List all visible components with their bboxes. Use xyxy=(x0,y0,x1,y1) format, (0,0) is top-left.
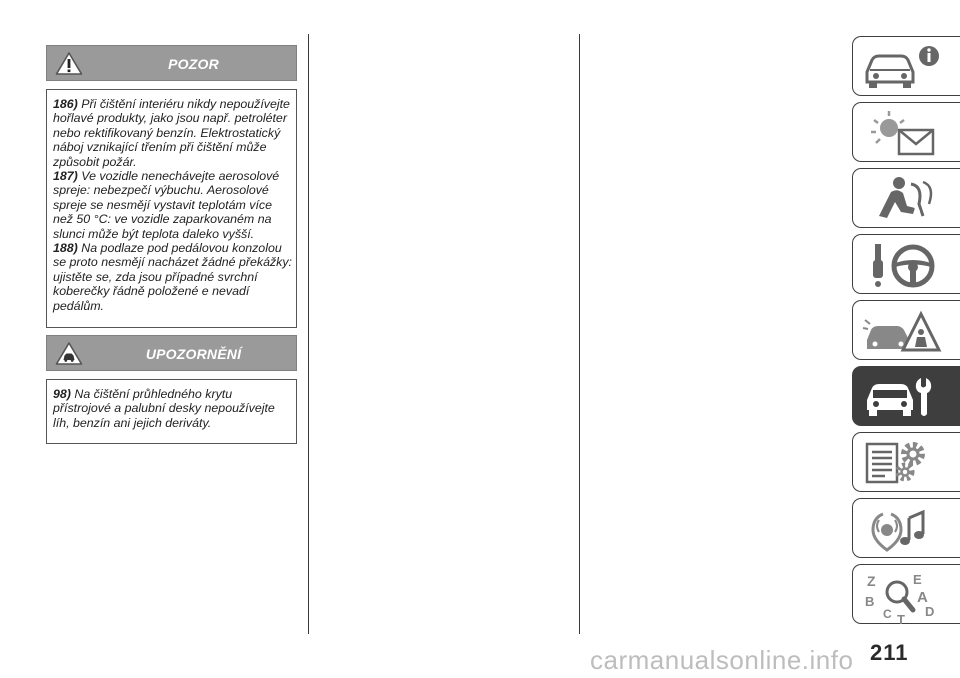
car-info-icon xyxy=(861,42,953,92)
warning-item: 186) Při čištění interiéru nikdy nepoužívejte hořlavé produkty, jako jsou např. petroléter nebo rektifikovaný benzín. Elektrostatický náboj vznikající třením při čištění může způsobit požár. xyxy=(53,97,290,169)
key-steering-wheel-icon xyxy=(861,240,953,290)
index-letter: A xyxy=(917,589,928,606)
index-letter: E xyxy=(913,572,922,587)
index-letter: B xyxy=(865,594,875,609)
index-letter: D xyxy=(925,604,935,619)
specs-gears-icon xyxy=(861,438,953,488)
breakdown-warning-icon xyxy=(861,306,953,356)
warning-body xyxy=(46,89,297,328)
chapter-tab-starting[interactable] xyxy=(852,234,960,294)
index-letter: C xyxy=(883,607,892,621)
multimedia-icon xyxy=(861,504,953,554)
index-search-icon xyxy=(861,570,953,624)
chapter-tab-dashboard[interactable] xyxy=(852,36,960,96)
chapter-tab-emergency[interactable] xyxy=(852,300,960,360)
chapter-tab-multimedia[interactable] xyxy=(852,498,960,558)
chapter-tab-maintenance[interactable] xyxy=(852,366,960,426)
warning-title: POZOR xyxy=(168,56,219,72)
chapter-tab-specifications[interactable] xyxy=(852,432,960,492)
watermark: carmanualsonline.info xyxy=(590,645,854,675)
warning-item: 187) Ve vozidle nenechávejte aerosolové spreje: nebezpečí výbuchu. Aerosolové spreje se nesmějí vystavit teplotám více než 50 °C: ve vozidle zaparkovaném na slunci může být teplota daleko vyšší. xyxy=(53,169,280,241)
index-letter: T xyxy=(897,612,905,624)
caution-header xyxy=(46,335,297,371)
caution-title: UPOZORNĚNÍ xyxy=(145,346,242,362)
index-letter: Z xyxy=(867,573,876,589)
chapter-tab-index[interactable] xyxy=(852,564,960,624)
chapter-tab-safety[interactable] xyxy=(852,168,960,228)
lights-message-icon xyxy=(861,108,953,158)
column-divider-left xyxy=(308,34,309,634)
caution-item: 98) Na čištění průhledného krytu přístrojové a palubní desky nepoužívejte líh, benzín ani jejich deriváty. xyxy=(53,387,275,430)
page-number: 211 xyxy=(870,640,909,665)
chapter-tab-lights[interactable] xyxy=(852,102,960,162)
caution-body xyxy=(46,379,297,444)
car-wrench-icon xyxy=(861,372,953,422)
column-divider-right xyxy=(579,34,580,634)
seat-airbag-icon xyxy=(861,174,953,224)
warning-item: 188) Na podlaze pod pedálovou konzolou se proto nesmějí nacházet žádné překážky: ujistěte se, zda jsou případné svrchní koberečky řádně položené e nevadí pedálům. xyxy=(53,241,292,313)
warning-header xyxy=(46,45,297,81)
